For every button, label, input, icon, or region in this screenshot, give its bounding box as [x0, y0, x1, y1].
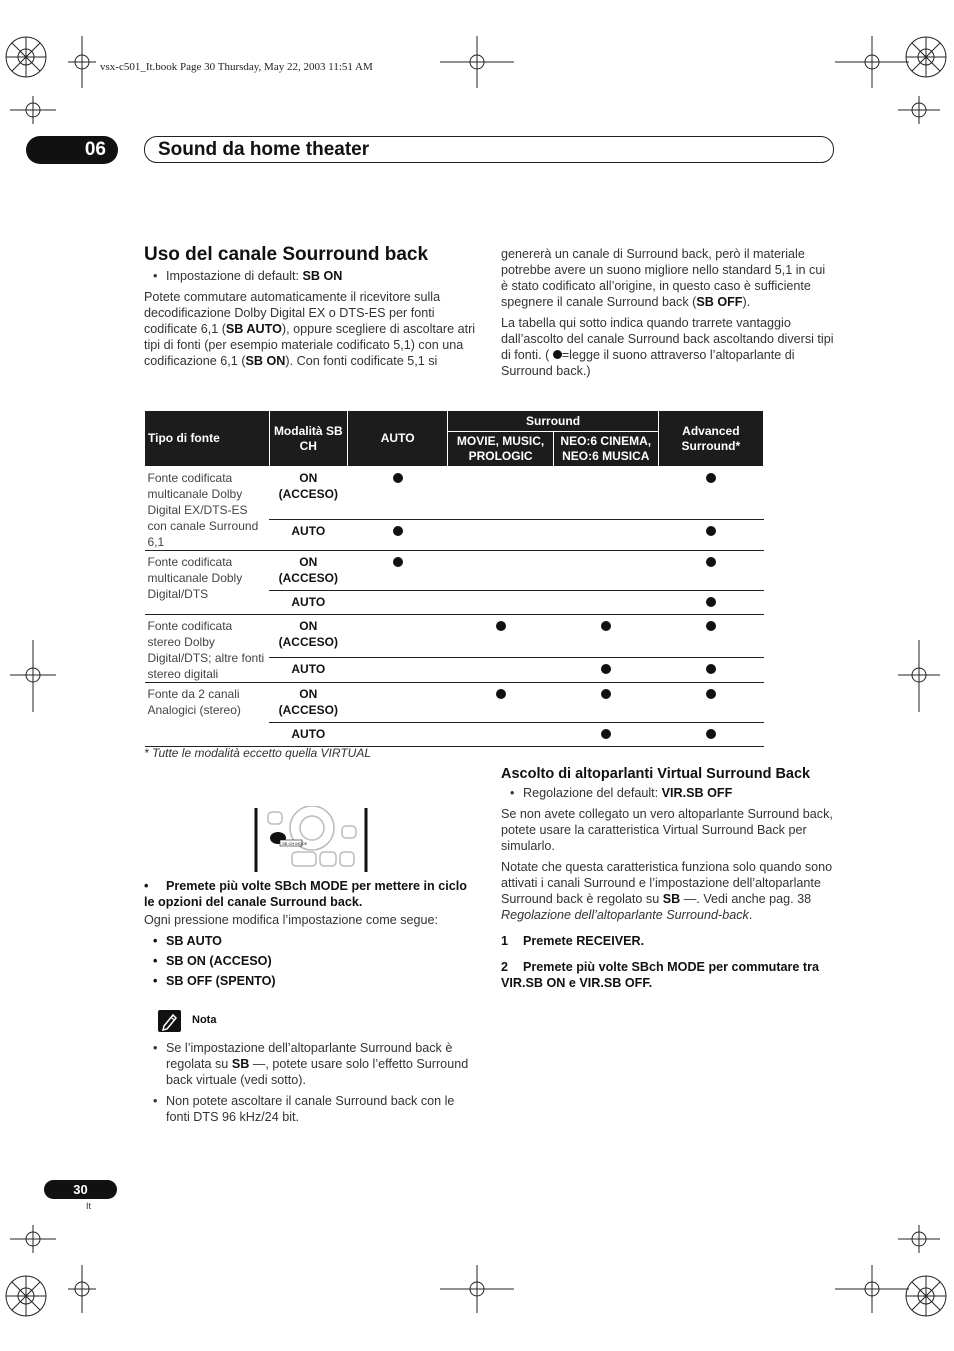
mark-cell: [553, 615, 658, 658]
filled-dot-icon: [706, 689, 716, 699]
crosshair-icon: [440, 1265, 514, 1313]
crosshair-icon: [10, 1225, 56, 1253]
mark-cell: [658, 591, 763, 615]
filled-dot-icon: [601, 621, 611, 631]
paragraph: Se non avete collegato un vero altoparlante Surround back, potete usare la caratteristica Virtual Surround Back per simularlo.: [501, 807, 833, 853]
table-row: [145, 615, 764, 658]
mark-cell: [448, 683, 553, 723]
note-item: • Se l’impostazione dell’altoparlante Surround back è regolata su SB —, potete usare solo l’effetto Surround back virtuale (vedi sotto).: [144, 1040, 479, 1088]
note-pencil-icon: [158, 1010, 181, 1032]
mode-cell: ON (ACCESO): [269, 551, 347, 591]
step-description: Ogni pressione modifica l’impostazione come segue:: [144, 913, 439, 927]
option-item: • SB AUTO: [144, 933, 479, 949]
default-setting: • Regolazione del default: VIR.SB OFF: [501, 785, 836, 801]
remote-control-illustration: [254, 806, 370, 872]
mode-cell: AUTO: [269, 519, 347, 551]
paragraph: La tabella qui sotto indica quando trarrete vantaggio dall’ascolto del canale Surround back ascoltando diversi tipi di fonti. ( =legge il suono attraverso l’altoparlante di Surround back.): [501, 316, 834, 378]
mark-cell: [553, 519, 658, 551]
filled-dot-icon: [706, 557, 716, 567]
rosette-icon: [906, 1276, 946, 1316]
page-number: 30: [44, 1180, 117, 1199]
crosshair-icon: [898, 1225, 940, 1253]
source-cell: Fonte codificata multicanale Dolby Digital EX/DTS-ES con canale Surround 6,1: [145, 467, 270, 551]
mark-cell: [658, 519, 763, 551]
mark-cell: [658, 657, 763, 683]
mark-cell: [448, 657, 553, 683]
mark-cell: [553, 657, 658, 683]
mark-cell: [658, 467, 763, 520]
book-meta: vsx-c501_It.book Page 30 Thursday, May 22, 2003 11:51 AM: [100, 61, 373, 73]
note-title: Nota: [192, 1014, 217, 1026]
table-row: [145, 551, 764, 591]
mark-cell: [658, 683, 763, 723]
mark-cell: [658, 615, 763, 658]
mark-cell: [553, 591, 658, 615]
source-cell: Fonte codificata multicanale Dobly Digital/DTS: [145, 551, 270, 615]
col-source: Tipo di fonte: [145, 411, 270, 467]
mark-cell: [553, 723, 658, 747]
mark-cell: [448, 591, 553, 615]
mark-cell: [658, 551, 763, 591]
language-code: It: [86, 1201, 92, 1211]
filled-dot-icon: [706, 597, 716, 607]
col-mode: Modalità SB CH: [269, 411, 347, 467]
section1-right-text: [501, 246, 834, 384]
subsection-title: Ascolto di altoparlanti Virtual Surround Back: [501, 766, 811, 782]
mode-cell: AUTO: [269, 657, 347, 683]
filled-dot-icon: [706, 473, 716, 483]
mark-cell: [448, 551, 553, 591]
step-1: 1 Premete RECEIVER.: [501, 934, 645, 948]
col-advanced: Advanced Surround*: [658, 411, 763, 467]
mark-cell: [658, 723, 763, 747]
chapter-number: 06: [26, 136, 118, 164]
filled-dot-icon: [706, 621, 716, 631]
filled-dot-icon: [393, 557, 403, 567]
col-surround: Surround: [448, 411, 658, 432]
mark-cell: [553, 683, 658, 723]
rosette-icon: [6, 37, 46, 77]
mode-cell: AUTO: [269, 591, 347, 615]
paragraph: Potete commutare automaticamente il ricevitore sulla decodificazione Dolby Digital EX o DTS-ES per fonti codificate 6,1 (SB AUTO), oppure scegliere di ascoltare atri tipi di fonti (per esempio materiale codificato 5,1) con una codificazione 6,1 (SB ON). Con fonti codificate 5,1 si: [144, 290, 476, 368]
notes: [144, 1040, 479, 1130]
mark-cell: [347, 519, 447, 551]
crosshair-icon: [835, 1265, 909, 1313]
crosshair-icon: [898, 640, 940, 712]
chapter-title: Sound da home theater: [144, 136, 834, 163]
crosshair-icon: [10, 640, 56, 712]
crosshair-icon: [68, 1265, 96, 1313]
sb-channel-table: [144, 410, 764, 747]
crosshair-icon: [440, 36, 514, 88]
legend-dot-icon: [553, 350, 562, 359]
section2-text: [501, 785, 836, 996]
mark-cell: [448, 615, 553, 658]
mark-cell: [448, 723, 553, 747]
section-title: Uso del canale Sourround back: [144, 244, 429, 265]
default-setting: • Impostazione di default: SB ON: [144, 268, 477, 284]
left-lower-text: [144, 878, 479, 993]
filled-dot-icon: [706, 729, 716, 739]
filled-dot-icon: [601, 729, 611, 739]
col-auto: AUTO: [347, 411, 447, 467]
table-row: [145, 683, 764, 723]
crosshair-icon: [10, 96, 56, 124]
mark-cell: [347, 683, 447, 723]
mark-cell: [347, 615, 447, 658]
mark-cell: [448, 467, 553, 520]
mode-cell: AUTO: [269, 723, 347, 747]
rosette-icon: [906, 37, 946, 77]
filled-dot-icon: [601, 664, 611, 674]
filled-dot-icon: [706, 664, 716, 674]
filled-dot-icon: [496, 621, 506, 631]
step-instruction: • Premete più volte SBch MODE per mettere in ciclo le opzioni del canale Surround back.: [144, 879, 467, 909]
filled-dot-icon: [706, 526, 716, 536]
col-movie: MOVIE, MUSIC, PROLOGIC: [448, 432, 553, 467]
filled-dot-icon: [496, 689, 506, 699]
crosshair-icon: [68, 36, 96, 88]
filled-dot-icon: [393, 473, 403, 483]
mark-cell: [347, 657, 447, 683]
paragraph: Notate che questa caratteristica funziona solo quando sono attivati i canali Surround e l’impostazione dell’altoparlante Surround back è regolato su SB —. Vedi anche pag. 38 Regolazione dell’altoparlante Surround-back.: [501, 860, 833, 922]
source-cell: Fonte da 2 canali Analogici (stereo): [145, 683, 270, 747]
mark-cell: [553, 551, 658, 591]
table-row: [145, 467, 764, 520]
mark-cell: [347, 467, 447, 520]
section1-left-text: [144, 268, 477, 374]
option-item: • SB OFF (SPENTO): [144, 973, 479, 989]
mark-cell: [347, 551, 447, 591]
mode-cell: ON (ACCESO): [269, 615, 347, 658]
mark-cell: [347, 591, 447, 615]
table-footnote: * Tutte le modalità eccetto quella VIRTUAL: [144, 746, 372, 760]
mark-cell: [553, 467, 658, 520]
crosshair-icon: [835, 36, 909, 88]
mode-cell: ON (ACCESO): [269, 467, 347, 520]
mark-cell: [448, 519, 553, 551]
mode-cell: ON (ACCESO): [269, 683, 347, 723]
note-item: • Non potete ascoltare il canale Surround back con le fonti DTS 96 kHz/24 bit.: [144, 1093, 479, 1125]
col-neo: NEO:6 CINEMA, NEO:6 MUSICA: [553, 432, 658, 467]
rosette-icon: [6, 1276, 46, 1316]
sb-ch-mode-label: SB CH MODE: [282, 841, 308, 846]
option-item: • SB ON (ACCESO): [144, 953, 479, 969]
paragraph: genererà un canale di Surround back, però il materiale potrebbe avere un suono migliore nello standard 5,1 in cui è stato codificato all’origine, in questo caso è sufficiente spegnere il canale Surround back (SB OFF).: [501, 247, 826, 309]
step-2: 2 Premete più volte SBch MODE per commutare tra VIR.SB ON e VIR.SB OFF.: [501, 960, 820, 990]
source-cell: Fonte codificata stereo Dolby Digital/DTS; altre fonti stereo digitali: [145, 615, 270, 683]
mark-cell: [347, 723, 447, 747]
crosshair-icon: [898, 96, 940, 124]
options-list: [144, 933, 479, 989]
filled-dot-icon: [601, 689, 611, 699]
filled-dot-icon: [393, 526, 403, 536]
